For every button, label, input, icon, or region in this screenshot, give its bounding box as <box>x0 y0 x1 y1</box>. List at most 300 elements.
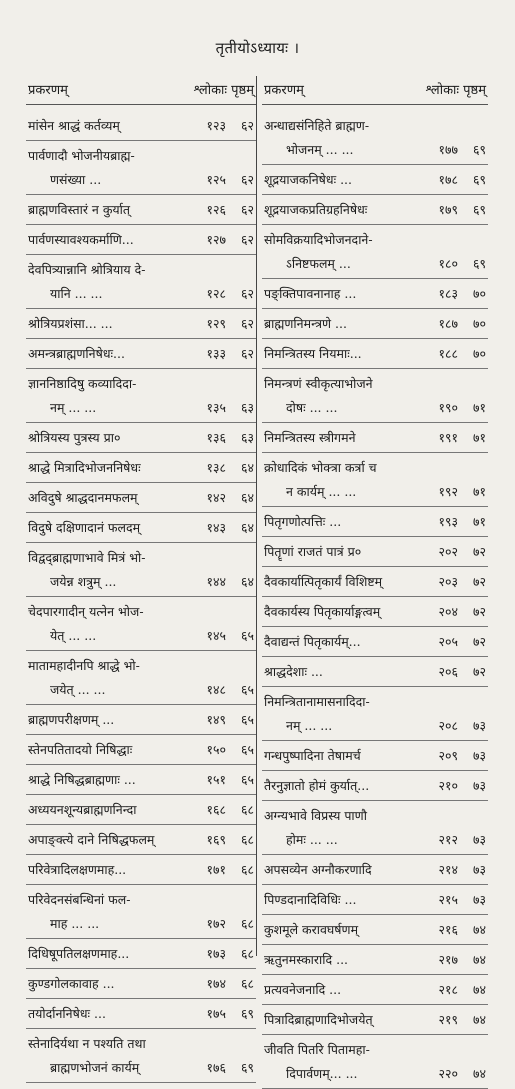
page-number: ७२ <box>472 574 486 589</box>
index-entry <box>262 309 488 339</box>
index-entry <box>26 483 256 513</box>
page-number: ७१ <box>472 514 486 529</box>
entry-title: कुशमूले करावघर्षणम् <box>264 922 359 937</box>
entry-title: विदुषे दक्षिणादानं फलदम् <box>28 520 141 535</box>
entry-line <box>28 516 254 540</box>
sloka-number: १७८ <box>438 172 458 187</box>
entry-line <box>264 228 486 252</box>
entry-line <box>264 114 486 138</box>
index-entry <box>262 1005 488 1035</box>
entry-title: ब्राह्मणभोजनं कार्यम् <box>50 1060 140 1075</box>
entry-line <box>28 168 254 192</box>
sloka-number: १७६ <box>206 1060 226 1075</box>
page-number: ६२ <box>240 346 254 361</box>
entry-title: अविदुषे श्राद्धदानमफलम् <box>28 490 138 505</box>
index-entry <box>26 999 256 1029</box>
index-entry <box>26 597 256 651</box>
sloka-number: १३३ <box>206 346 226 361</box>
index-entry <box>26 309 256 339</box>
index-entry <box>26 141 256 195</box>
entry-title: अन्धाद्यसंनिहिते ब्राह्मण- <box>264 118 370 133</box>
index-entry <box>262 597 488 627</box>
sloka-number: १९१ <box>438 430 458 445</box>
entry-line <box>264 888 486 912</box>
entry-line <box>264 480 486 504</box>
index-entry <box>262 741 488 771</box>
sloka-number: १४२ <box>206 490 226 505</box>
sloka-number: १२७ <box>206 232 226 247</box>
index-entry <box>262 195 488 225</box>
index-entry <box>262 975 488 1005</box>
entry-title: अपाङ्क्त्ये दाने निषिद्धफलम् <box>28 832 155 847</box>
page-number: ६८ <box>240 862 254 877</box>
entry-line <box>264 690 486 714</box>
index-entry <box>262 801 488 855</box>
index-entry <box>262 885 488 915</box>
entry-line <box>28 828 254 852</box>
header-sloka-page: श्लोकाः पृष्ठम् <box>425 83 486 98</box>
page-number: ६२ <box>240 286 254 301</box>
index-entry <box>262 423 488 453</box>
entry-title: ज्ञाननिष्ठादिषु कव्यादिदा- <box>28 376 137 391</box>
entry-title: श्रोत्रियस्य पुत्रस्य प्रा० <box>28 430 121 445</box>
page-number: ६२ <box>240 118 254 133</box>
entry-title: ऋतुनमस्कारादि ... <box>264 952 349 967</box>
entry-title: श्राद्धे मित्रादिभोजननिषेधः <box>28 460 141 475</box>
sloka-number: २२० <box>438 1066 458 1081</box>
entry-line <box>28 1002 254 1026</box>
sloka-number: १८३ <box>438 286 458 301</box>
page-number: ६८ <box>240 832 254 847</box>
page-number: ६२ <box>240 202 254 217</box>
entry-line <box>264 198 486 222</box>
sloka-number: १५० <box>206 742 226 757</box>
entry-title: शूद्रयाजकप्रतिग्रहनिषेधः <box>264 202 368 217</box>
sloka-number: १७३ <box>206 946 226 961</box>
index-entry <box>26 855 256 885</box>
entry-line <box>28 858 254 882</box>
index-entry <box>26 885 256 939</box>
header-prakaranam: प्रकरणम् <box>264 83 304 98</box>
sloka-number: १४९ <box>206 712 226 727</box>
entry-line <box>28 1032 254 1056</box>
page-number: ७१ <box>472 400 486 415</box>
sloka-number: १४३ <box>206 520 226 535</box>
index-entry <box>26 765 256 795</box>
entry-line <box>264 948 486 972</box>
entry-title: जयेत् ... ... <box>50 682 106 697</box>
sloka-number: १९२ <box>438 484 458 499</box>
page-number: ६२ <box>240 232 254 247</box>
entry-title: निमन्त्रितस्य स्त्रीगमने <box>264 430 356 445</box>
sloka-number: २०३ <box>438 574 458 589</box>
index-entry <box>26 1029 256 1083</box>
entry-line <box>28 546 254 570</box>
entry-line <box>264 744 486 768</box>
page-number: ६९ <box>240 1060 254 1075</box>
right-column <box>262 80 488 1089</box>
entry-line <box>28 678 254 702</box>
entry-title: सोमविक्रयादिभोजनदाने- <box>264 232 373 247</box>
entry-title: श्राद्धदेशाः ... <box>264 664 323 679</box>
sloka-number: १९३ <box>438 514 458 529</box>
entry-line <box>264 168 486 192</box>
entry-line <box>28 144 254 168</box>
index-entry <box>262 855 488 885</box>
entry-title: तैरनुज्ञातो होमं कुर्यात्... <box>264 778 370 793</box>
entry-line <box>28 600 254 624</box>
sloka-number: २१४ <box>438 862 458 877</box>
entry-title: नम् ... ... <box>50 400 97 415</box>
index-entry <box>26 225 256 255</box>
entry-title: क्रोधादिकं भोक्त्रा कर्त्रा च <box>264 460 377 475</box>
entry-line <box>28 426 254 450</box>
entry-title: होमः ... ... <box>286 832 338 847</box>
index-entry <box>26 369 256 423</box>
index-entry <box>262 915 488 945</box>
sloka-number: २१२ <box>438 832 458 847</box>
entry-line <box>264 510 486 534</box>
index-entry <box>262 537 488 567</box>
sloka-number: २१५ <box>438 892 458 907</box>
entry-title: भोजनम् ... ... <box>286 142 354 157</box>
entry-line <box>264 978 486 1002</box>
sloka-number: २०२ <box>438 544 458 559</box>
entry-line <box>264 570 486 594</box>
entry-line <box>28 282 254 306</box>
index-entry <box>262 945 488 975</box>
entry-title: पिण्डदानादिविधिः ... <box>264 892 357 907</box>
index-entry <box>262 771 488 801</box>
entry-title: अपसव्येन अग्नौकरणादि <box>264 862 372 877</box>
index-entry <box>26 453 256 483</box>
entry-line <box>264 918 486 942</box>
page-number: ७३ <box>472 748 486 763</box>
index-entry <box>26 255 256 309</box>
entry-title: ब्राह्मणविस्तारं न कुर्यात् <box>28 202 131 217</box>
sloka-number: २०५ <box>438 634 458 649</box>
entry-line <box>264 858 486 882</box>
sloka-number: १८८ <box>438 346 458 361</box>
entry-line <box>28 258 254 282</box>
page-number: ६९ <box>472 172 486 187</box>
index-entry <box>262 111 488 165</box>
page-number: ७२ <box>472 604 486 619</box>
page-number: ७४ <box>472 922 486 937</box>
sloka-number: १३५ <box>206 400 226 415</box>
page-number: ७२ <box>472 664 486 679</box>
page-number: ७३ <box>472 718 486 733</box>
page-number: ६९ <box>472 142 486 157</box>
entry-title: प्रत्यवनेजनादि ... <box>264 982 342 997</box>
sloka-number: १२३ <box>206 118 226 133</box>
entry-title: पित्रादिब्राह्मणादिभोजयेत् <box>264 1012 373 1027</box>
entry-line <box>28 708 254 732</box>
index-entry <box>26 423 256 453</box>
page-number: ६८ <box>240 946 254 961</box>
entry-title: यानि ... ... <box>50 286 103 301</box>
entry-line <box>264 1038 486 1062</box>
entry-title: कुण्डगोलकावाह ... <box>28 976 115 991</box>
entry-line <box>28 942 254 966</box>
entry-line <box>264 804 486 828</box>
entry-line <box>264 456 486 480</box>
index-entry <box>26 735 256 765</box>
index-entry <box>26 795 256 825</box>
sloka-number: १४४ <box>206 574 226 589</box>
sloka-number: २०६ <box>438 664 458 679</box>
sloka-number: १३६ <box>206 430 226 445</box>
entry-title: मातामहादीनपि श्राद्धे भो- <box>28 658 140 673</box>
page-number: ७० <box>472 286 486 301</box>
sloka-number: १६९ <box>206 832 226 847</box>
entry-line <box>28 798 254 822</box>
entry-title: जीवति पितरि पितामहा- <box>264 1042 370 1057</box>
entry-title: परिवेत्रादिलक्षणमाह... <box>28 862 127 877</box>
index-entry <box>26 651 256 705</box>
entry-line <box>28 624 254 648</box>
page-number: ६५ <box>240 712 254 727</box>
entry-line <box>264 828 486 852</box>
entry-title: तयोर्दाननिषेधः ... <box>28 1006 106 1021</box>
page-number: ७४ <box>472 982 486 997</box>
entry-title: पङ्क्तिपावनानाह ... <box>264 286 357 301</box>
entry-line <box>28 198 254 222</box>
entry-title: दोषः ... ... <box>286 400 338 415</box>
page-number: ७० <box>472 316 486 331</box>
entry-line <box>28 570 254 594</box>
entry-title: निमन्त्रितस्य नियमाः... <box>264 346 362 361</box>
page-number: ७० <box>472 346 486 361</box>
sloka-number: २१० <box>438 778 458 793</box>
page-number: ६३ <box>240 400 254 415</box>
entry-title: दिपार्वणम्... ... <box>286 1066 358 1081</box>
entry-title: स्तेनपतितादयो निषिद्धाः <box>28 742 133 757</box>
page-number: ६३ <box>240 430 254 445</box>
sloka-number: १२६ <box>206 202 226 217</box>
page-number: ६८ <box>240 802 254 817</box>
sloka-number: २०४ <box>438 604 458 619</box>
entry-title: नम् ... ... <box>286 718 333 733</box>
left-entry-list <box>26 111 256 1083</box>
entry-title: अग्न्यभावे विप्रस्य पाणौ <box>264 808 367 823</box>
entry-line <box>264 1062 486 1086</box>
sloka-number: १३८ <box>206 460 226 475</box>
sloka-number: १२५ <box>206 172 226 187</box>
page-number: ७४ <box>472 1066 486 1081</box>
sloka-number: २०९ <box>438 748 458 763</box>
sloka-number: १८७ <box>438 316 458 331</box>
entry-title: शूद्रयाजकनिषेधः ... <box>264 172 353 187</box>
entry-line <box>264 1008 486 1032</box>
right-entry-list <box>262 111 488 1089</box>
page-number: ६५ <box>240 628 254 643</box>
page-number: ७२ <box>472 634 486 649</box>
index-entry <box>26 513 256 543</box>
page-number: ६९ <box>240 1006 254 1021</box>
entry-title: दिधिषूपतिलक्षणमाह... <box>28 946 130 961</box>
entry-title: श्राद्धे निषिद्धब्राह्मणाः ... <box>28 772 136 787</box>
entry-title: निमन्त्रितानामासनादिदा- <box>264 694 370 709</box>
entry-line <box>28 1056 254 1080</box>
page-number: ६२ <box>240 316 254 331</box>
entry-line <box>264 774 486 798</box>
page-number: ६९ <box>472 202 486 217</box>
sloka-number: १७४ <box>206 976 226 991</box>
page-number: ६५ <box>240 682 254 697</box>
index-entry <box>262 279 488 309</box>
entry-line <box>28 486 254 510</box>
entry-title: न कार्यम् ... ... <box>286 484 357 499</box>
index-entry <box>26 825 256 855</box>
entry-line <box>28 396 254 420</box>
index-entry <box>262 657 488 687</box>
page-number: ६९ <box>472 256 486 271</box>
entry-line <box>264 714 486 738</box>
index-entry <box>26 543 256 597</box>
entry-line <box>264 252 486 276</box>
sloka-number: १२८ <box>206 286 226 301</box>
entry-line <box>264 630 486 654</box>
sloka-number: २१७ <box>438 952 458 967</box>
header-prakaranam: प्रकरणम् <box>28 83 68 98</box>
entry-line <box>264 372 486 396</box>
index-entry <box>262 687 488 741</box>
page-number: ७४ <box>472 952 486 967</box>
entry-line <box>28 972 254 996</box>
sloka-number: २१९ <box>438 1012 458 1027</box>
sloka-number: १७२ <box>206 916 226 931</box>
sloka-number: १७७ <box>438 142 458 157</box>
sloka-number: १७१ <box>206 862 226 877</box>
entry-line <box>264 600 486 624</box>
page-number: ७१ <box>472 430 486 445</box>
index-entry <box>262 225 488 279</box>
entry-title: अमन्त्रब्राह्मणनिषेधः... <box>28 346 125 361</box>
sloka-number: १४८ <box>206 682 226 697</box>
index-entry <box>262 369 488 423</box>
page-number: ७३ <box>472 778 486 793</box>
entry-title: ब्राह्मणपरीक्षणम् ... <box>28 712 115 727</box>
entry-line <box>28 912 254 936</box>
entry-title: पितॄणां राजतं पात्रं प्र० <box>264 544 362 559</box>
page-number: ६४ <box>240 490 254 505</box>
page-number: ७३ <box>472 832 486 847</box>
page-number: ६८ <box>240 916 254 931</box>
entry-title: पार्वणस्यावश्यकर्माणि... <box>28 232 134 247</box>
header-sloka-page: श्लोकाः पृष्ठम् <box>193 83 254 98</box>
sloka-number: १९० <box>438 400 458 415</box>
entry-line <box>28 654 254 678</box>
page-number: ६४ <box>240 520 254 535</box>
entry-title: परिवेदनसंबन्धिनां फल- <box>28 892 131 907</box>
sloka-number: २०८ <box>438 718 458 733</box>
entry-title: ऽनिष्टफलम् ... <box>286 256 351 271</box>
index-entry <box>262 339 488 369</box>
entry-title: निमन्त्रणं स्वीकृत्याभोजने <box>264 376 373 391</box>
page-number: ७३ <box>472 862 486 877</box>
entry-line <box>28 228 254 252</box>
entry-title: गन्धपुष्पादिना तेषामर्च <box>264 748 361 763</box>
entry-title: दैवाद्यन्तं पितृकार्यम्... <box>264 634 361 649</box>
right-column-header <box>262 80 488 105</box>
entry-title: चेदपारगादीन् यत्नेन भोज- <box>28 604 144 619</box>
column-divider <box>256 76 257 956</box>
entry-line <box>28 738 254 762</box>
entry-line <box>28 342 254 366</box>
entry-title: जयेन्न शत्रुम् ... <box>50 574 117 589</box>
page-number: ६४ <box>240 574 254 589</box>
entry-line <box>28 888 254 912</box>
entry-title: पार्वणादौ भोजनीयब्राह्म- <box>28 148 135 163</box>
sloka-number: २१६ <box>438 922 458 937</box>
page-number: ७१ <box>472 484 486 499</box>
sloka-number: १२९ <box>206 316 226 331</box>
chapter-title: तृतीयोऽध्यायः । <box>215 39 300 57</box>
index-entry <box>26 969 256 999</box>
sloka-number: २१८ <box>438 982 458 997</box>
entry-line <box>28 114 254 138</box>
page-number: ७२ <box>472 544 486 559</box>
entry-line <box>264 342 486 366</box>
page-number: ६४ <box>240 460 254 475</box>
entry-title: माह ... ... <box>50 916 100 931</box>
entry-line <box>264 138 486 162</box>
page-number: ६२ <box>240 172 254 187</box>
index-entry <box>262 1035 488 1089</box>
entry-line <box>264 282 486 306</box>
entry-title: ब्राह्मणनिमन्त्रणे ... <box>264 316 347 331</box>
sloka-number: १७९ <box>438 202 458 217</box>
entry-title: विद्वद्ब्राह्मणाभावे मित्रं भो- <box>28 550 146 565</box>
sloka-number: १६८ <box>206 802 226 817</box>
left-column <box>26 80 256 1083</box>
entry-line <box>264 396 486 420</box>
entry-title: अध्ययनशून्यब्राह्मणनिन्दा <box>28 802 137 817</box>
entry-line <box>28 372 254 396</box>
entry-title: देवपित्र्यान्नानि श्रोत्रियाय दे- <box>28 262 146 277</box>
page-number: ६५ <box>240 742 254 757</box>
entry-line <box>28 768 254 792</box>
sloka-number: १७५ <box>206 1006 226 1021</box>
sloka-number: १५१ <box>206 772 226 787</box>
left-column-header <box>26 80 256 105</box>
index-entry <box>26 339 256 369</box>
sloka-number: १४५ <box>206 628 226 643</box>
entry-title: मांसेन श्राद्धं कर्तव्यम् <box>28 118 120 133</box>
entry-line <box>264 312 486 336</box>
entry-title: दैवकार्यात्पितृकार्यं विशिष्टम् <box>264 574 383 589</box>
entry-title: पितृगणोत्पत्तिः ... <box>264 514 342 529</box>
sloka-number: १८० <box>438 256 458 271</box>
page-number: ६८ <box>240 976 254 991</box>
index-entry <box>26 195 256 225</box>
entry-title: स्तेनादिर्यथा न पश्यति तथा <box>28 1036 146 1051</box>
entry-title: णसंख्या ... <box>50 172 102 187</box>
index-entry <box>262 567 488 597</box>
entry-line <box>28 312 254 336</box>
index-entry <box>262 507 488 537</box>
page-number: ७३ <box>472 892 486 907</box>
entry-line <box>264 426 486 450</box>
index-entry <box>26 939 256 969</box>
entry-line <box>28 456 254 480</box>
index-entry <box>262 165 488 195</box>
index-entry <box>262 453 488 507</box>
entry-title: येत् ... ... <box>50 628 97 643</box>
index-entry <box>26 111 256 141</box>
page-number: ७४ <box>472 1012 486 1027</box>
